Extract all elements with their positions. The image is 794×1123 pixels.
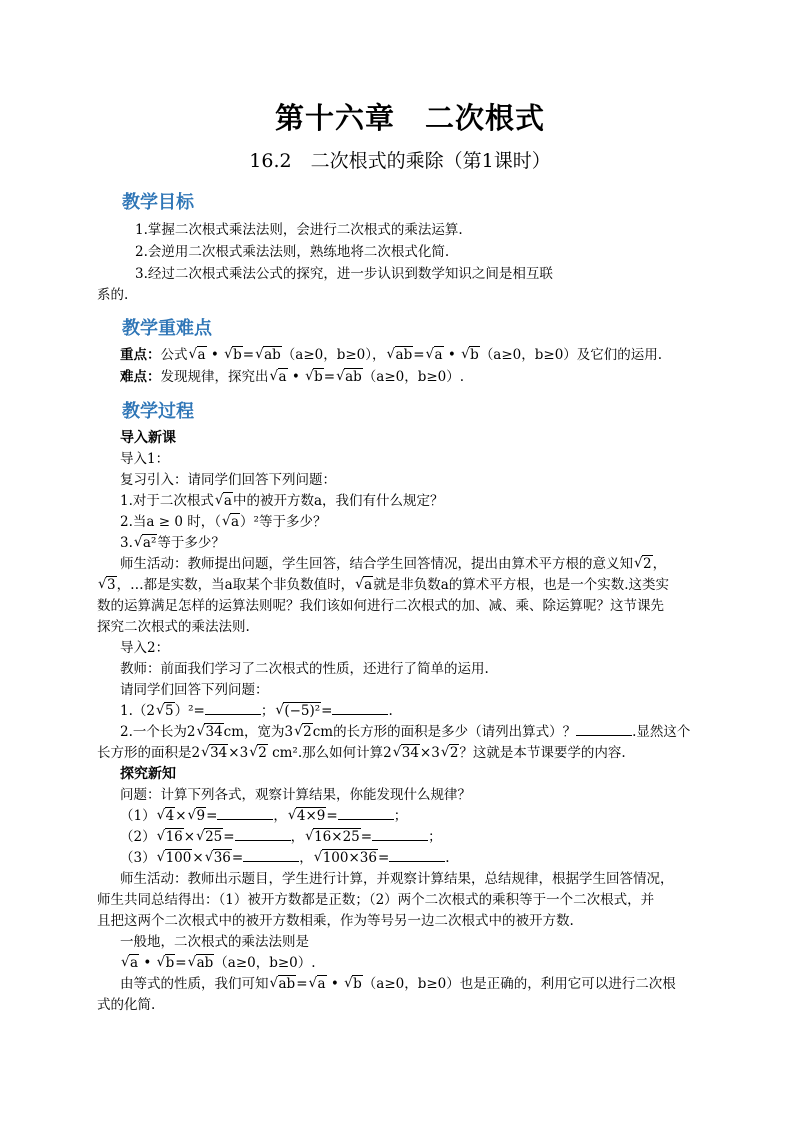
- exercise-3: （3）√ 100×√ 36= ，√ 100×36= .: [120, 848, 450, 868]
- activity-1-line3: 数的运算满足怎样的运算法则呢？我们该如何进行二次根式的加、减、乘、除运算呢？这节课先: [97, 598, 664, 614]
- explore-question: 问题：计算下列各式，观察计算结果，你能发现什么规律？: [120, 787, 471, 803]
- explore-heading: 探究新知: [120, 766, 176, 782]
- teacher-line: 教师：前面我们学习了二次根式的性质，还进行了简单的运用.: [120, 661, 489, 677]
- exercise-1: （1）√ 4×√ 9= ，√ 4×9= ；: [120, 806, 407, 826]
- rule-formula: √ a • √ b=√ ab（a≥0，b≥0）.: [120, 953, 316, 973]
- reverse-rule-line2: 式的化简.: [97, 997, 156, 1013]
- intro-heading: 导入新课: [120, 430, 176, 446]
- rule-line: 一般地，二次根式的乘法法则是: [120, 934, 309, 950]
- question-1: 1.对于二次根式√ a中的被开方数a，我们有什么规定？: [120, 491, 444, 511]
- activity-2-line3: 且把这两个二次根式中的被开方数相乘，作为等号另一边二次根式中的被开方数.: [97, 913, 574, 929]
- problem-2-line1: 2.一个长为2√ 34cm，宽为3√ 2cm的长方形的面积是多少（请列出算式）？ .显然这个: [120, 722, 690, 742]
- goal-3-cont: 系的.: [97, 287, 129, 303]
- question-2: 2.当a ≥ 0 时，（√ a）²等于多少？: [120, 512, 326, 532]
- lesson-subtitle: 16.2 二次根式的乘除（第1课时）: [249, 150, 551, 172]
- chapter-title: 第十六章 二次根式: [274, 101, 545, 135]
- goal-3: 3.经过二次根式乘法公式的探究，进一步认识到数学知识之间是相互联: [135, 266, 553, 282]
- activity-2-line2: 师生共同总结得出：（1）被开方数都是正数；（2）两个二次根式的乘积等于一个二次根式，并: [97, 892, 655, 908]
- ask-line: 请同学们回答下列问题：: [120, 682, 269, 698]
- difficulty-line: 难点：发现规律，探究出√ a • √ b=√ ab（a≥0，b≥0）.: [120, 367, 464, 387]
- goal-1: 1.掌握二次根式乘法法则，会进行二次根式的乘法运算.: [135, 222, 463, 238]
- intro2-label: 导入2：: [120, 640, 170, 656]
- reverse-rule-line1: 由等式的性质，我们可知√ ab=√ a • √ b（a≥0，b≥0）也是正确的，利用它可以进行二次根: [120, 974, 676, 994]
- activity-1-line4: 探究二次根式的乘法法则.: [97, 619, 250, 635]
- key-point-line: 重点：公式√ a • √ b=√ ab（a≥0，b≥0），√ ab=√ a • √ b（a≥0，b≥0）及它们的运用.: [120, 345, 662, 365]
- review-line: 复习引入：请同学们回答下列问题：: [120, 472, 336, 488]
- section-keypoints: 教学重难点: [122, 318, 212, 339]
- problem-2-line2: 长方形的面积是2√ 34×3√ 2 cm².那么如何计算2√ 34×3√ 2？这就是本节课要学的内容.: [97, 743, 626, 763]
- section-goals: 教学目标: [122, 192, 194, 213]
- problem-1: 1.（2√ 5）²= ；√ (−5)²= .: [120, 701, 393, 721]
- goal-2: 2.会逆用二次根式乘法法则，熟练地将二次根式化简.: [135, 244, 450, 260]
- intro1-label: 导入1：: [120, 451, 170, 467]
- activity-1-line1: 师生活动：教师提出问题，学生回答，结合学生回答情况，提出由算术平方根的意义知√ 2，: [120, 554, 666, 574]
- exercise-2: （2）√ 16×√ 25= ，√ 16×25= ；: [120, 827, 442, 847]
- activity-2-line1: 师生活动：教师出示题目，学生进行计算，并观察计算结果，总结规律，根据学生回答情况，: [120, 871, 674, 887]
- question-3: 3.√ a²等于多少？: [120, 533, 225, 553]
- activity-1-line2: √ 3，…都是实数，当a取某个非负数值时，√ a就是非负数a的算术平方根，也是一个实数.这类实: [97, 575, 669, 595]
- section-process: 教学过程: [122, 401, 194, 422]
